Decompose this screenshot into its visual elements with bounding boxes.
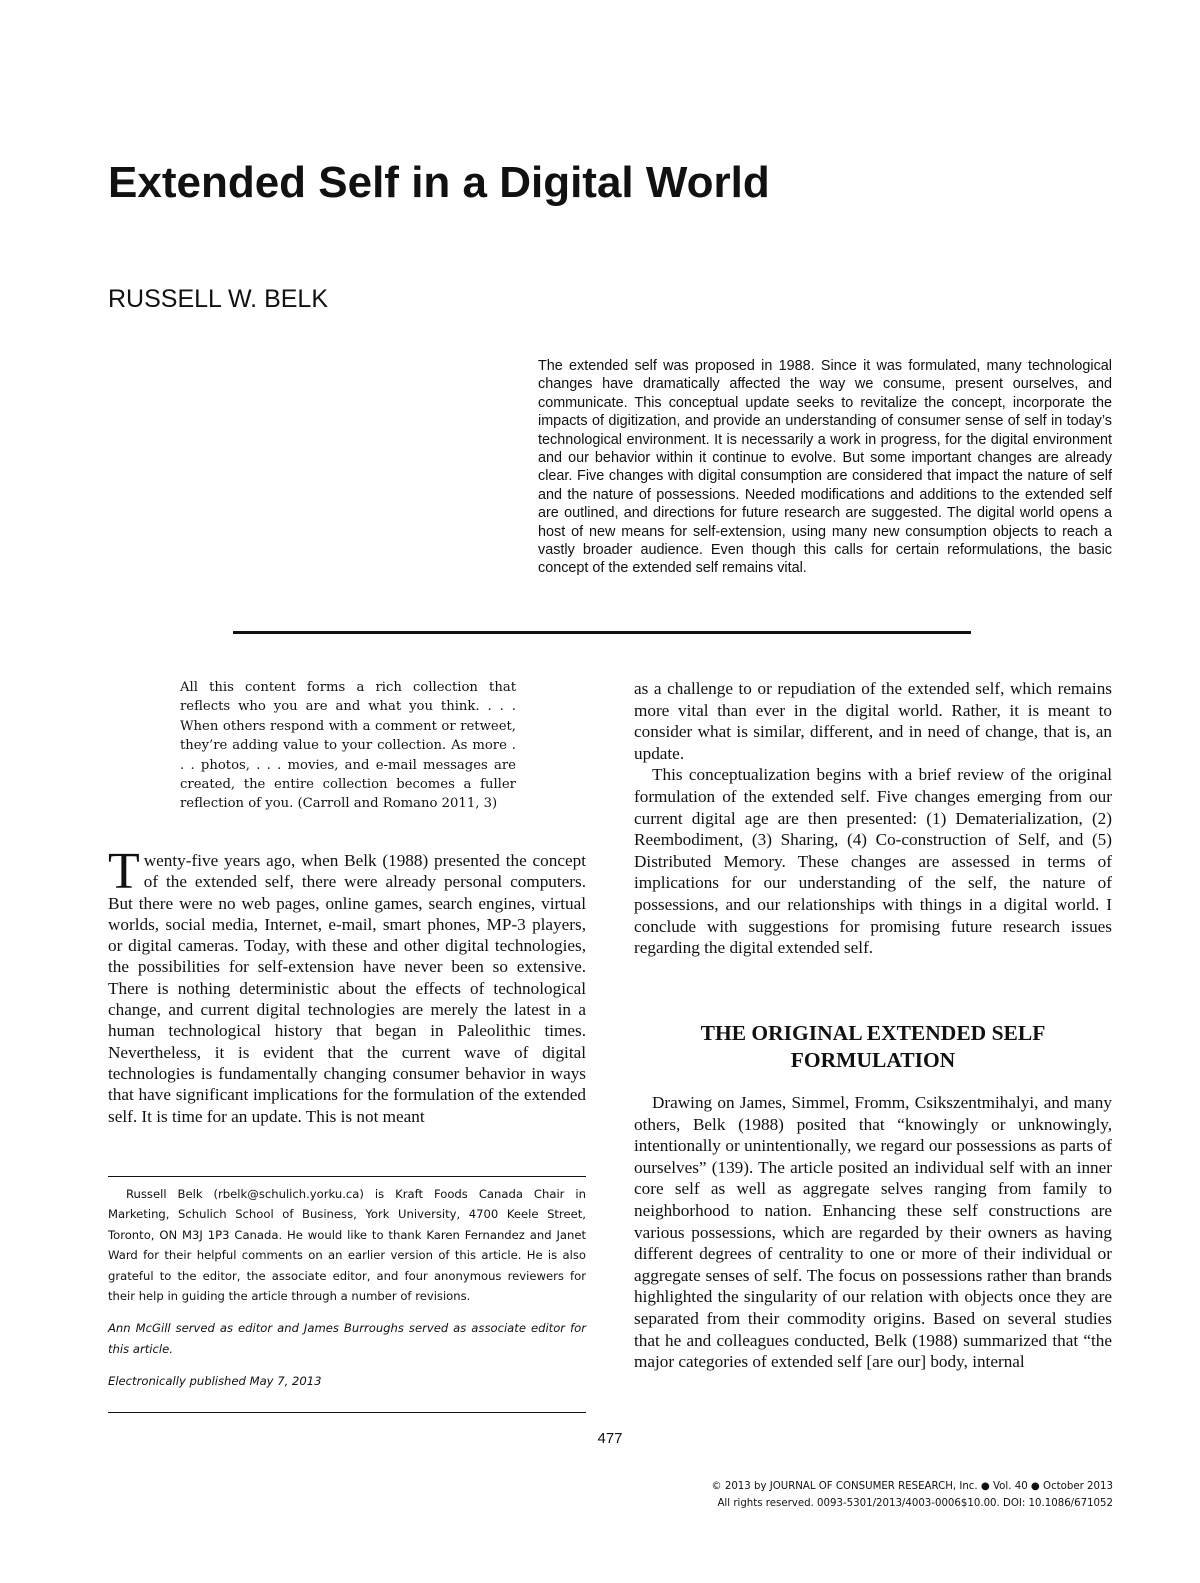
- copyright-notice: [711, 1478, 1113, 1512]
- section-heading: THE ORIGINAL EXTENDED SELF FORMULATION: [700, 1021, 1046, 1072]
- author-name: RUSSELL W. BELK: [108, 285, 328, 313]
- section-paragraph: Drawing on James, Simmel, Fromm, Csikszentmihalyi, and many others, Belk (1988) posited that “knowingly or unknowingly, intentionally or unintentionally, we regard our possessions as parts of ourselves” (139). The article posited an individual self with an inner core self as well as aggregate selves ranging from family to neighborhood to nation. Enhancing these self constructions are various possessions, which are regarded by their owners as having different degrees of centrality to one or more of their individual or aggregate senses of self. The focus on possessions rather than brands highlighted the singularity of our relation with objects once they are separated from their commodity origins. Based on several studies that he and colleagues conducted, Belk (1988) summarized that “the major categories of extended self [are our] body, internal: [634, 1093, 1112, 1372]
- abstract-divider: [233, 631, 971, 634]
- page-number: 477: [597, 1430, 623, 1447]
- left-column-body: [108, 843, 586, 1127]
- copyright-line-2: All rights reserved. 0093-5301/2013/4003-0006$10.00. DOI: 10.1086/671052: [717, 1498, 1113, 1509]
- copyright-line-1: © 2013 by JOURNAL OF CONSUMER RESEARCH, Inc. ● Vol. 40 ● October 2013: [711, 1481, 1113, 1492]
- abstract: The extended self was proposed in 1988. Since it was formulated, many technological changes have dramatically affected the way we consume, present ourselves, and communicate. This conceptual update seeks to revitalize the concept, incorporate the impacts of digitization, and provide an understanding of consumer sense of self in today’s technological environment. It is necessarily a work in progress, for the digital environment and our behavior within it continue to evolve. But some important changes are already clear. Five changes with digital consumption are considered that impact the nature of self and the nature of possessions. Needed modifications and additions to the extended self are outlined, and directions for future research are suggested. The digital world opens a host of new means for self-extension, using many new consumption objects to reach a vastly broader audience. Even though this calls for certain reformulations, the basic concept of the extended self remains vital.: [538, 358, 1112, 577]
- overview-paragraph: This conceptualization begins with a brief review of the original formulation of the extended self. Five changes emerging from our current digital age are then presented: (1) Dematerialization, (2) Reembodiment, (3) Sharing, (4) Co-construction of Self, and (5) Distributed Memory. These changes are assessed in terms of implications for our understanding of the self, the nature of possessions, and our relationships with things in a digital world. I conclude with suggestions for promising future research issues regarding the digital extended self.: [634, 765, 1112, 958]
- footnote-divider: [108, 1176, 586, 1177]
- author-note: Russell Belk (rbelk@schulich.yorku.ca) is Kraft Foods Canada Chair in Marketing, Schulich School of Business, York University, 4700 Keele Street, Toronto, ON M3J 1P3 Canada. He would like to thank Karen Fernandez and Janet Ward for their helpful comments on an earlier version of this article. He is also grateful to the editor, the associate editor, and four anonymous reviewers for their help in guiding the article through a number of revisions.: [108, 1187, 586, 1304]
- editor-note: Ann McGill served as editor and James Burroughs served as associate editor for this article.: [108, 1321, 586, 1356]
- epigraph-citation: (Carroll and Romano 2011, 3): [297, 796, 498, 812]
- footnote-bottom-divider: [108, 1412, 586, 1413]
- intro-paragraph: wenty-five years ago, when Belk (1988) presented the concept of the extended self, there were already personal computers. But there were no web pages, online games, search engines, virtual worlds, social media, Internet, e-mail, smart phones, MP-3 players, or digital cameras. Today, with these and other digital technologies, the possibilities for self-extension have never been so extensive. There is nothing deterministic about the effects of technological change, and current digital technologies are merely the latest in a human technological history that began in Paleolithic times. Nevertheless, it is evident that the current wave of digital technologies is fundamentally changing consumer behavior in ways that have significant implications for the formulation of the extended self. It is time for an update. This is not meant: [108, 851, 586, 1126]
- epigraph: [180, 678, 516, 814]
- drop-cap: T: [108, 843, 140, 900]
- epigraph-quote: All this content forms a rich collection that reflects who you are and what you think. . . . When others respond with a comment or retweet, they’re adding value to your collection. As more . . . photos, . . . movies, and e-mail messages are created, the entire collection becomes a fuller reflection of you.: [180, 680, 516, 812]
- footnote: [108, 1184, 586, 1404]
- continuation-paragraph: as a challenge to or repudiation of the extended self, which remains more vital than ever in the digital world. Rather, it is meant to consider what is similar, different, and in need of change, that is, an update.: [634, 679, 1112, 763]
- right-column-body: [634, 678, 1112, 959]
- article-title: Extended Self in a Digital World: [108, 158, 770, 207]
- publication-date: Electronically published May 7, 2013: [108, 1374, 322, 1389]
